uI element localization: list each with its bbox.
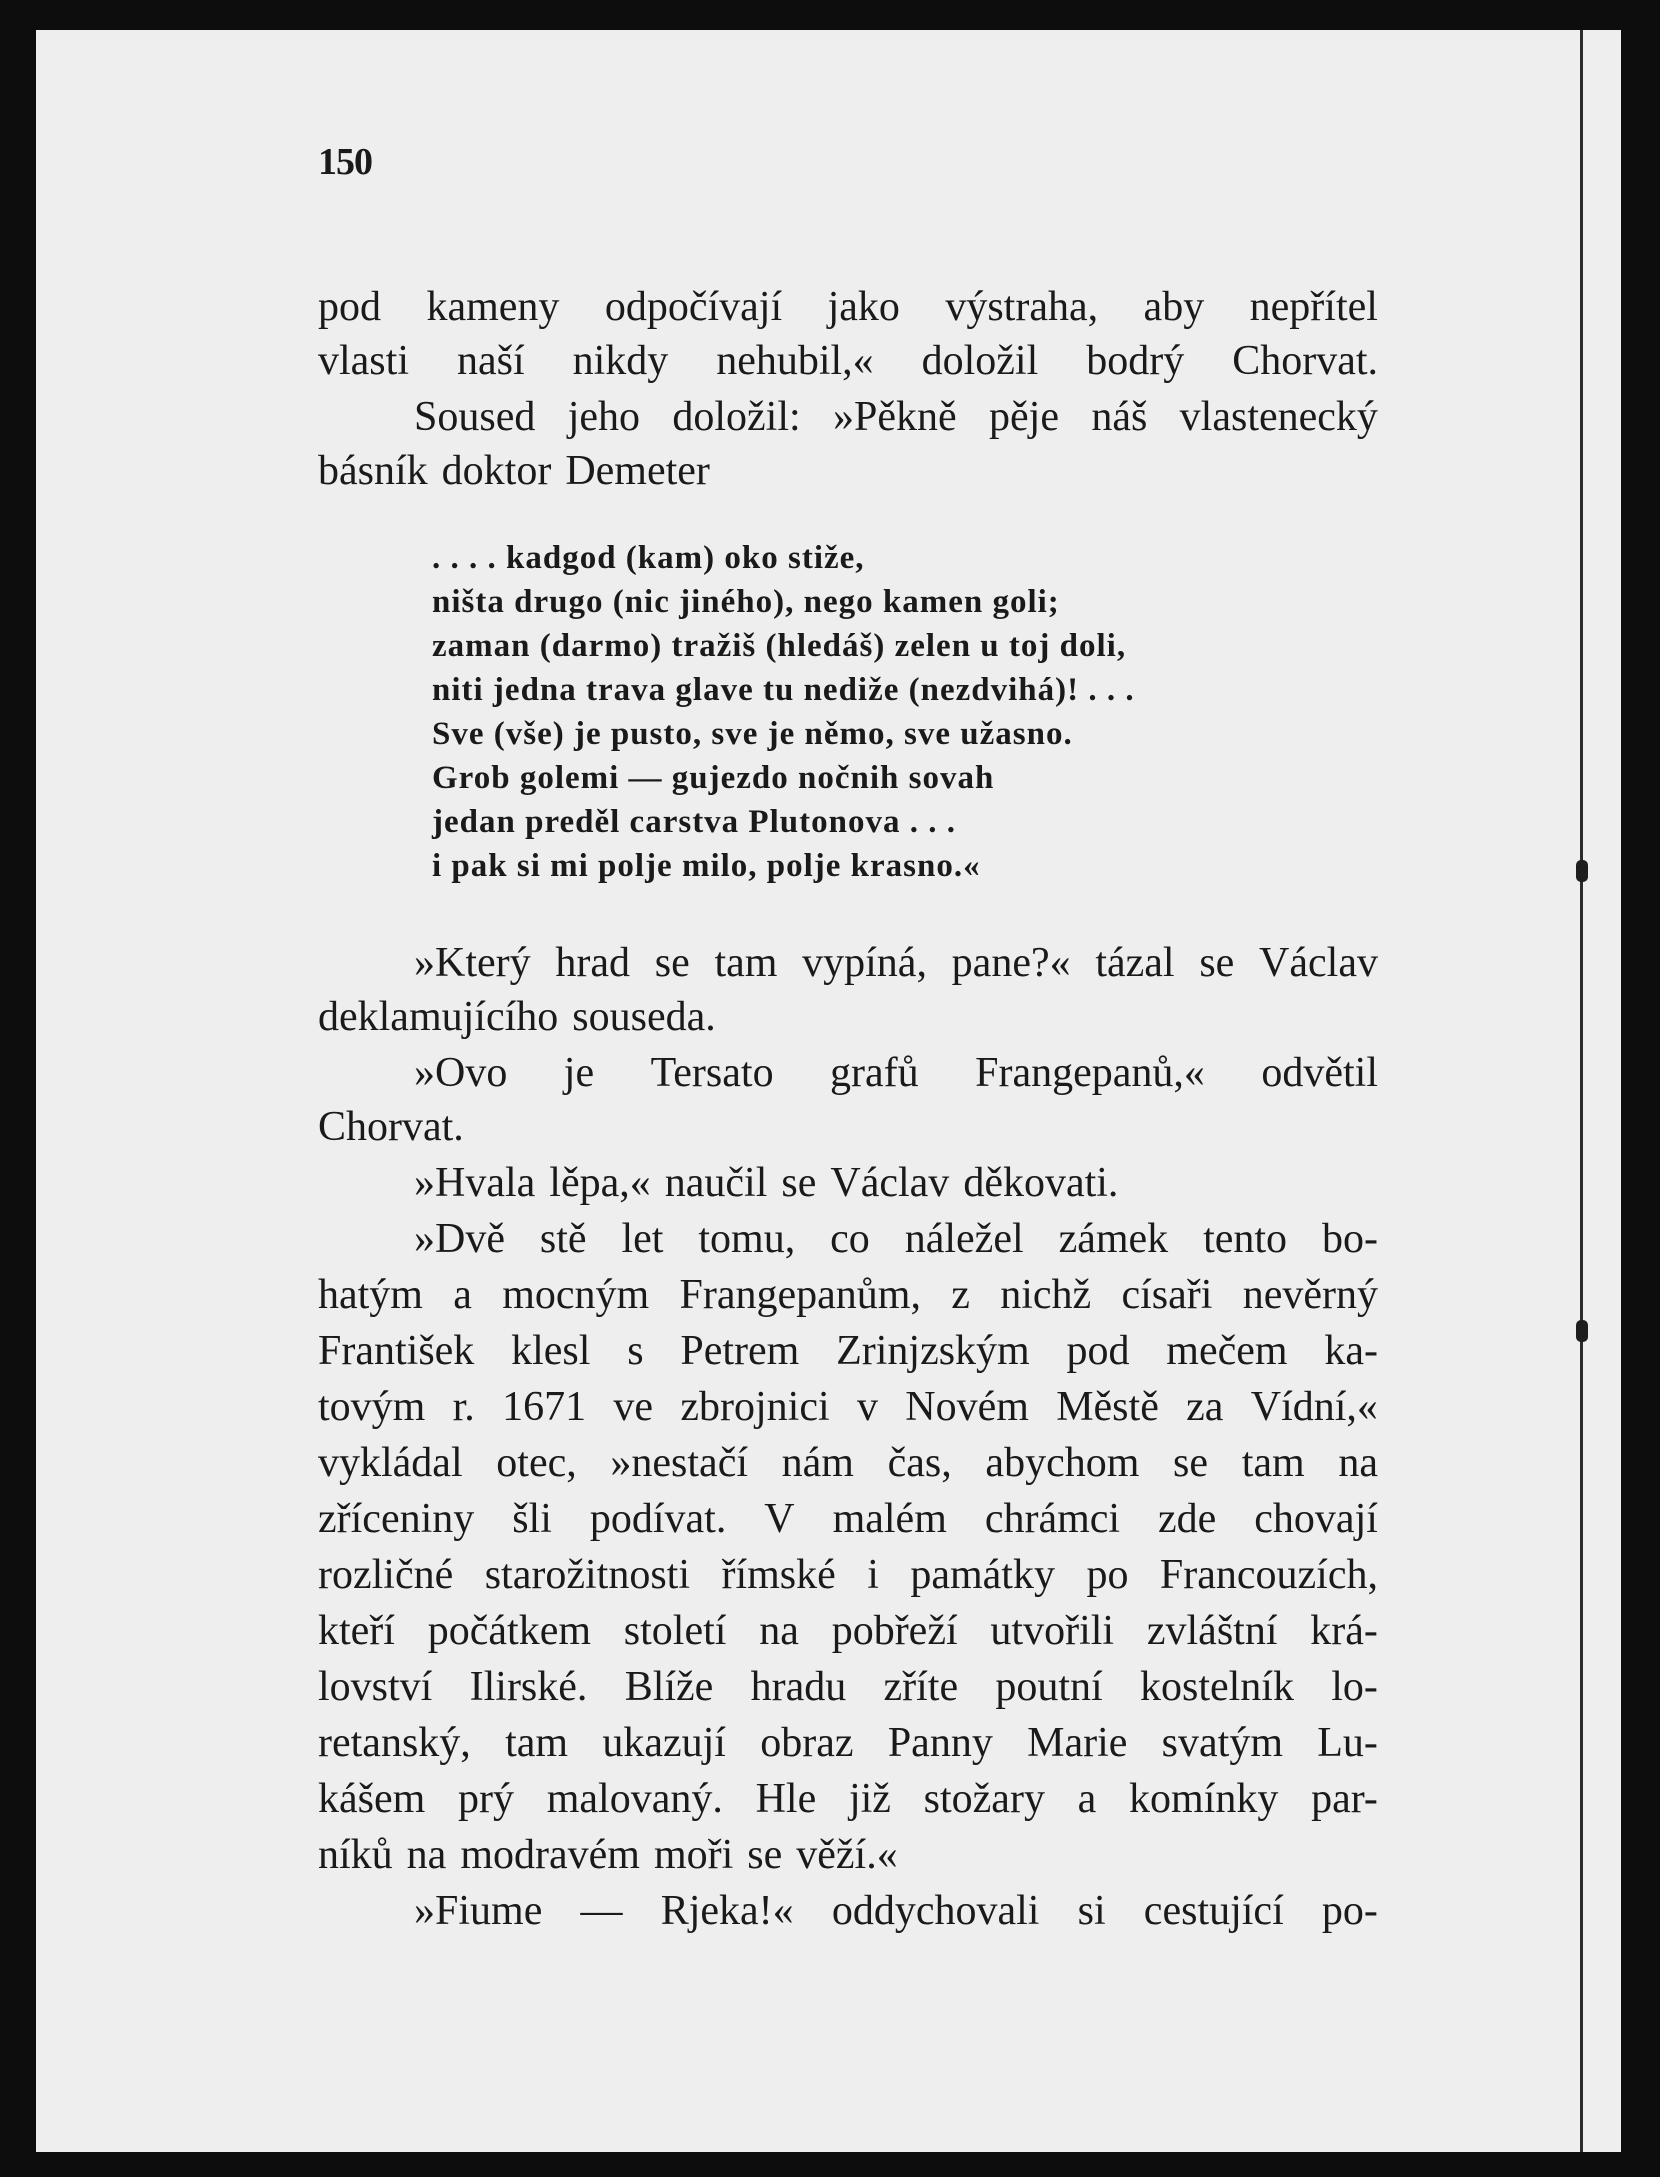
verse-line-2: ništa drugo (nic jiného), nego kamen goli;: [432, 584, 1060, 620]
paragraph2-line2: básník doktor Demeter: [318, 448, 710, 494]
paragraph2-line1: Soused jeho doložil: »Pěkně pěje náš vlastenecký: [414, 394, 1378, 440]
paragraph6-line11: kášem prý malovaný. Hle již stožary a komínky par-: [318, 1776, 1378, 1822]
verse-line-1: . . . . kadgod (kam) oko stiže,: [432, 540, 865, 576]
paragraph3-line1: »Který hrad se tam vypíná, pane?« tázal se Václav: [414, 940, 1378, 986]
book-page: [36, 30, 1621, 2152]
paragraph6-line9: lovství Ilirské. Blíže hradu zříte poutní kostelník lo-: [318, 1664, 1378, 1710]
paragraph6-line7: rozličné starožitnosti římské i památky po Francouzích,: [318, 1552, 1378, 1598]
paragraph6-line10: retanský, tam ukazují obraz Panny Marie svatým Lu-: [318, 1720, 1378, 1766]
page-number: 150: [318, 141, 372, 183]
paragraph6-line4: tovým r. 1671 ve zbrojnici v Novém Městě za Vídní,«: [318, 1384, 1378, 1430]
paragraph7-line1: »Fiume — Rjeka!« oddychovali si cestující po-: [414, 1888, 1378, 1934]
verse-line-4: niti jedna trava glave tu nediže (nezdvihá)! . . .: [432, 672, 1135, 708]
paragraph6-line1: »Dvě stě let tomu, co náležel zámek tento bo-: [414, 1216, 1378, 1262]
edge-mark-bottom: [1576, 1320, 1588, 1342]
paragraph5-line1: »Hvala lěpa,« naučil se Václav děkovati.: [414, 1160, 1119, 1206]
paragraph6-line2: hatým a mocným Frangepanům, z nichž císaři nevěrný: [318, 1272, 1378, 1318]
verse-line-8: i pak si mi polje milo, polje krasno.«: [432, 848, 981, 884]
page-edge-line: [1580, 30, 1583, 2152]
paragraph1-line2: vlasti naší nikdy nehubil,« doložil bodrý Chorvat.: [318, 338, 1378, 384]
verse-line-7: jedan preděl carstva Plutonova . . .: [432, 804, 956, 840]
paragraph6-line8: kteří počátkem století na pobřeží utvořili zvláštní krá-: [318, 1608, 1378, 1654]
paragraph6-line3: František klesl s Petrem Zrinjzským pod mečem ka-: [318, 1328, 1378, 1374]
verse-line-3: zaman (darmo) tražiš (hledáš) zelen u toj doli,: [432, 628, 1127, 664]
paragraph6-line12: níků na modravém moři se věží.«: [318, 1832, 898, 1878]
paragraph3-line2: deklamujícího souseda.: [318, 994, 716, 1040]
paragraph4-line2: Chorvat.: [318, 1104, 464, 1150]
verse-line-6: Grob golemi — gujezdo nočnih sovah: [432, 760, 995, 796]
paragraph6-line6: zříceniny šli podívat. V malém chrámci zde chovají: [318, 1496, 1378, 1542]
paragraph6-line5: vykládal otec, »nestačí nám čas, abychom se tam na: [318, 1440, 1378, 1486]
paragraph1-line1: pod kameny odpočívají jako výstraha, aby nepřítel: [318, 284, 1378, 330]
verse-line-5: Sve (vše) je pusto, sve je němo, sve užasno.: [432, 716, 1073, 752]
edge-mark-top: [1576, 860, 1588, 882]
paragraph4-line1: »Ovo je Tersato grafů Frangepanů,« odvětil: [414, 1050, 1378, 1096]
